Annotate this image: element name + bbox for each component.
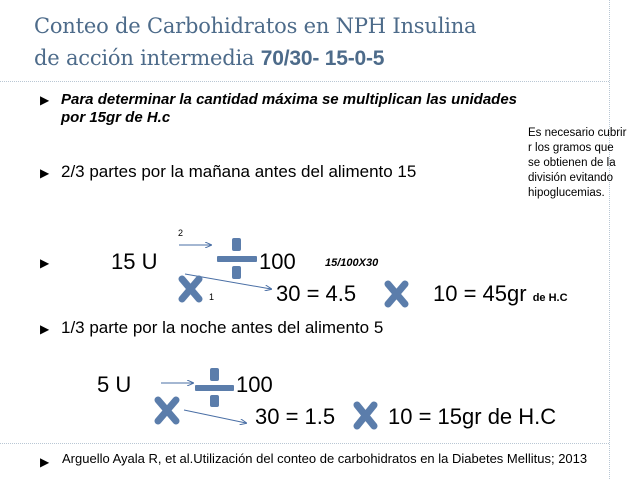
multiply-icon bbox=[388, 284, 405, 304]
side-note: Es necesario cubrir r los gramos que se obtienen de la división evitando hipoglucemias. bbox=[528, 127, 627, 199]
bullet-arrow-icon: ▶ bbox=[40, 322, 50, 336]
bullet-arrow-icon: ▶ bbox=[40, 455, 50, 469]
morning-rhs-suffix: de H.C bbox=[532, 292, 568, 304]
night-lhs: 30 = 1.5 bbox=[255, 404, 336, 429]
bullet-4-text: 1/3 parte por la noche antes del alimento 5 bbox=[61, 318, 384, 337]
footer-citation: Arguello Ayala R, et al.Utilización del conteo de carbohidratos en la Diabetes Mellitus; 2013 bbox=[62, 451, 588, 466]
bullet-1-line-1: Para determinar la cantidad máxima se multiplican las unidades bbox=[61, 91, 518, 108]
bullet-arrow-icon: ▶ bbox=[40, 256, 50, 270]
multiply-icon bbox=[357, 405, 374, 426]
multiply-icon bbox=[158, 400, 176, 421]
division-icon bbox=[195, 368, 234, 407]
morning-hundred: 100 bbox=[259, 249, 296, 274]
morning-small-top: 2 bbox=[178, 228, 184, 238]
bullet-1-line-2: por 15gr de H.c bbox=[61, 109, 171, 126]
bullet-2-text: 2/3 partes por la mañana antes del alimento 15 bbox=[61, 162, 417, 181]
night-hundred: 100 bbox=[236, 372, 273, 397]
night-rhs: 10 = 15gr de H.C bbox=[388, 404, 557, 429]
slide-title-plain: de acción intermedia bbox=[34, 46, 261, 70]
bullet-arrow-icon: ▶ bbox=[40, 166, 50, 180]
morning-lhs: 30 = 4.5 bbox=[276, 281, 357, 306]
morning-units: 15 U bbox=[111, 249, 158, 274]
morning-small-bottom: 1 bbox=[209, 292, 215, 302]
bullet-arrow-icon: ▶ bbox=[40, 93, 50, 107]
slide-title-bold: 70/30- 15-0-5 bbox=[260, 47, 385, 70]
morning-formula: 15/100X30 bbox=[325, 257, 379, 269]
arrow-icon bbox=[184, 410, 246, 423]
right-guide-line bbox=[609, 0, 610, 479]
division-icon bbox=[217, 238, 257, 279]
slide-title-line-1: Conteo de Carbohidratos en NPH Insulina bbox=[34, 14, 477, 38]
night-units: 5 U bbox=[97, 372, 132, 397]
morning-rhs-value: 10 = 45gr bbox=[433, 281, 527, 306]
multiply-icon bbox=[182, 279, 199, 299]
